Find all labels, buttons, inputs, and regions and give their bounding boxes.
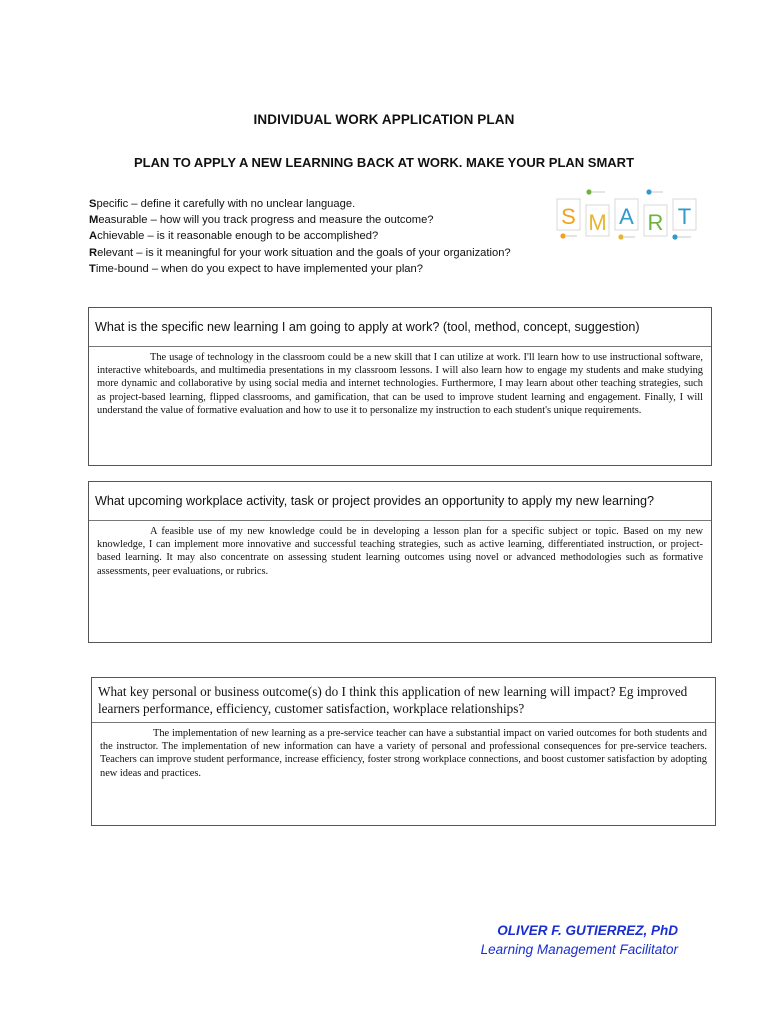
smart-item-text: easurable – how will you track progress and measure the outcome?: [98, 214, 434, 227]
section-answer: The implementation of new learning as a pre-service teacher can have a substantial impact on varied outcomes for both students and the instructor. The implementation of new information can have a variety of personal and professional consequences for pre-service teachers. Teachers can improve student performance, increase efficiency, foster strong workplace connections, and boost customer satisfaction by adopting new ideas and practices.: [100, 728, 707, 779]
smart-item-initial: S: [89, 198, 97, 210]
section-outcome: [91, 677, 716, 826]
section-question: What upcoming workplace activity, task or project provides an opportunity to apply my new learning?: [89, 482, 711, 521]
smart-item-relevant: [89, 245, 511, 261]
smart-item-text: elevant – is it meaningful for your work situation and the goals of your organization?: [97, 246, 511, 259]
section-opportunity: [88, 481, 712, 643]
smart-item-time-bound: [89, 261, 511, 277]
smart-logo-letter: A: [619, 204, 634, 229]
section-learning: [88, 307, 712, 466]
smart-logo-image: [553, 186, 703, 246]
smart-item-initial: R: [89, 246, 98, 259]
signature-role: Learning Management Facilitator: [480, 942, 678, 957]
smart-logo-letter: M: [588, 210, 607, 235]
smart-logo-letter: R: [647, 210, 664, 235]
smart-item-measurable: [89, 212, 511, 228]
section-answer: The usage of technology in the classroom could be a new skill that I can utilize at work. I'll learn how to use instructional software, interactive whiteboards, and multimedia presentations in my classroom lessons. I will also learn how to engage my students and make studying more dynamic and collaborative by using social media and internet technologies. Furthermore, I may learn about other teaching strategies, such as project-based learning, flipped classrooms, and gamification, that can be used to improve student learning and engagement. Finally, I will understand the value of formative evaluation and how to use it to personalize my instruction to each student's unique requirements.: [97, 352, 703, 416]
smart-item-initial: T: [89, 262, 96, 275]
smart-item-text: pecific – define it carefully with no unclear language.: [96, 198, 356, 210]
document-subtitle: PLAN TO APPLY A NEW LEARNING BACK AT WORK. MAKE YOUR PLAN SMART: [133, 155, 635, 170]
smart-item-text: ime-bound – when do you expect to have implemented your plan?: [95, 262, 423, 275]
smart-item-achievable: [89, 228, 511, 244]
document-title: INDIVIDUAL WORK APPLICATION PLAN: [253, 112, 515, 127]
smart-logo-letter: T: [677, 204, 692, 229]
smart-item-initial: A: [89, 230, 98, 243]
smart-item-specific: [89, 196, 511, 212]
section-answer: A feasible use of my new knowledge could be in developing a lesson plan for a specific subject or topic. Based on my new knowledge, I can implement more innovative and successful teaching strategies, such as active learning, differentiated instruction, or project-based learning. It may also concentrate on assessing student learning outcomes using novel or advanced methodologies such as formative assessments, peer evaluations, or rubrics.: [97, 526, 703, 577]
signature-name: OLIVER F. GUTIERREZ, PhD: [497, 923, 678, 938]
section-question: What key personal or business outcome(s) do I think this application of new learning will impact? Eg improved learners performance, efficiency, customer satisfaction, workplace relationships?: [92, 678, 715, 723]
smart-item-text: chievable – is it reasonable enough to be accomplished?: [97, 230, 379, 243]
smart-criteria-list: [89, 196, 511, 277]
smart-logo-letter: S: [561, 204, 576, 229]
smart-item-initial: M: [89, 214, 99, 227]
section-question: What is the specific new learning I am going to apply at work? (tool, method, concept, suggestion): [89, 308, 711, 347]
